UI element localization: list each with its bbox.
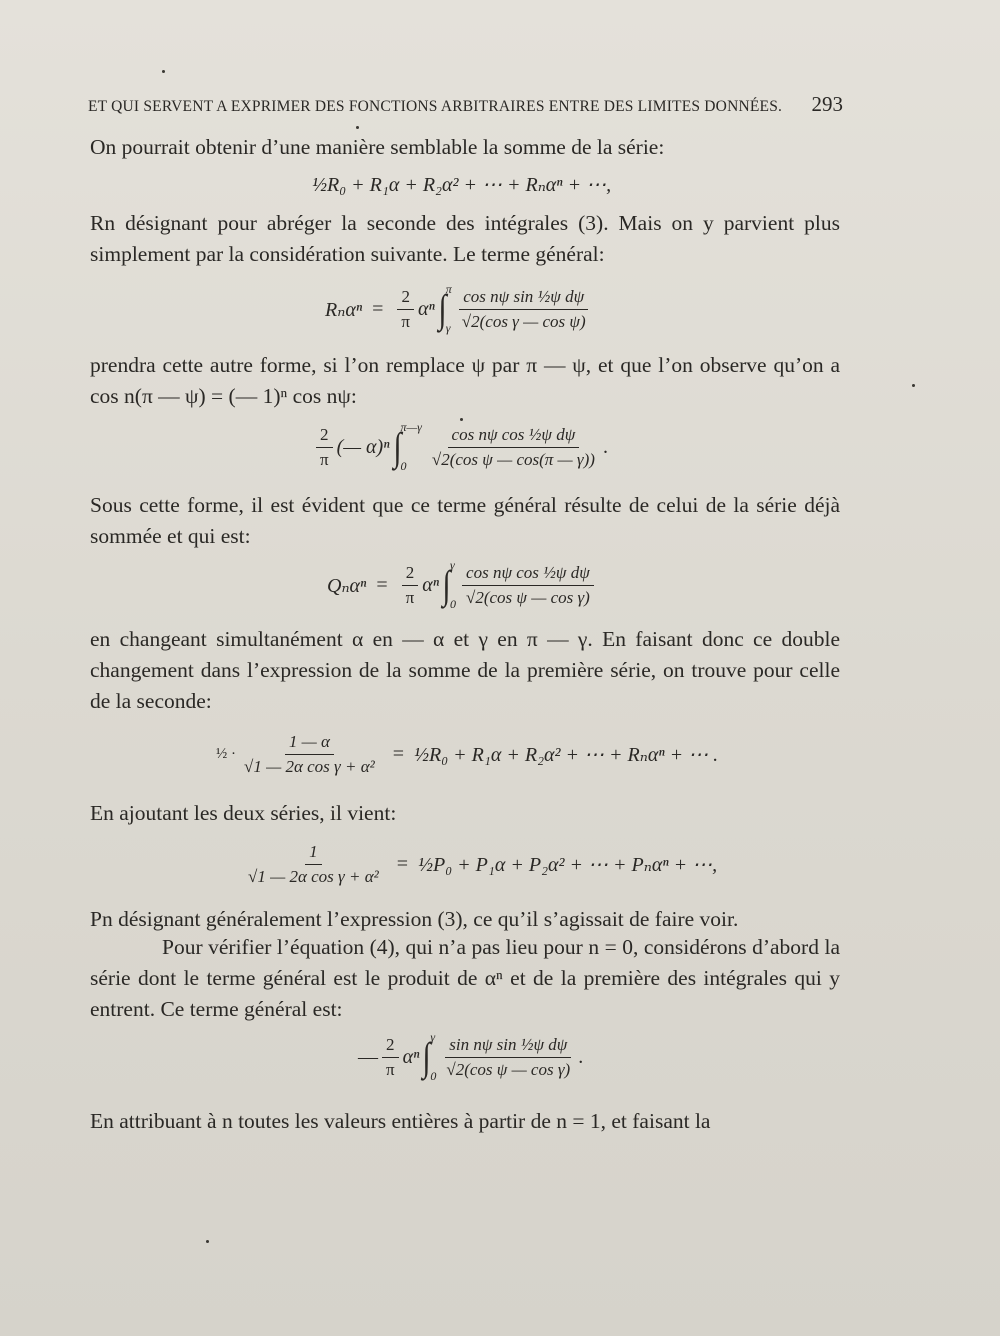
paragraph-3: prendra cette autre forme, si l’on remplace ψ par π — ψ, et que l’on observe qu’on a cos n(π — ψ) = (— 1)ⁿ cos nψ:: [90, 353, 840, 408]
equals-sign: =: [396, 853, 409, 875]
formula-sum-both-series: [240, 842, 717, 887]
paragraph-6: En ajoutant les deux séries, il vient:: [90, 801, 397, 825]
formula-numerator: cos nψ cos ½ψ dψ: [448, 425, 580, 448]
formula-denominator: √1 — 2α cos γ + α²: [248, 867, 379, 886]
paragraph-5: en changeant simultanément α en — α et γ en π — γ. En faisant donc ce double changement dans l’expression de la somme de la première série, on trouve pour celle de la seconde:: [90, 627, 840, 713]
paper-speck: [206, 1240, 209, 1243]
paragraph-9: En attribuant à n toutes les valeurs entières à partir de n = 1, et faisant la: [90, 1109, 711, 1133]
formula-rhs: ½R₀ + R₁α + R₂α² + ⋯ + Rₙαⁿ + ⋯ .: [414, 744, 719, 766]
formula-denominator: √2(cos ψ — cos γ): [466, 587, 590, 607]
formula-numerator: sin nψ sin ½ψ dψ: [445, 1035, 571, 1058]
running-header: [88, 92, 843, 117]
paper-speck: [356, 126, 359, 129]
formula-rhs: ½P₀ + P₁α + P₂α² + ⋯ + Pₙαⁿ + ⋯,: [418, 854, 718, 876]
formula-numerator: cos nψ sin ½ψ dψ: [459, 287, 588, 310]
equals-sign: =: [392, 743, 405, 765]
paragraph-8: Pour vérifier l’équation (4), qui n’a pas lieu pour n = 0, considérons d’abord la série dont le terme général est le produit de αⁿ et de la première des intégrales qui y entrent. Ce terme général est:: [90, 935, 840, 1021]
formula-lhs: Rₙαⁿ: [325, 298, 363, 321]
formula-denominator: √2(cos γ — cos ψ): [461, 311, 586, 331]
formula-denominator: √1 — 2α cos γ + α²: [244, 757, 375, 776]
formula-series-r: ½R₀ + R₁α + R₂α² + ⋯ + Rₙαⁿ + ⋯,: [312, 174, 612, 196]
formula-sine-term: — $\frac{2}{\pi}$ αⁿ ∫ γ 0 $\frac{\text{sin nψ sin ½ψ dψ}}{\text{√2(cos ψ — cos γ)}}$ .: [358, 1030, 584, 1083]
formula-denominator: √2(cos ψ — cos(π — γ)): [431, 449, 595, 469]
formula-general-term-r: Rₙαⁿ = $\frac{2}{\pi}$ αⁿ ∫ π γ $\frac{\text{cos nψ sin ½ψ dψ}}{\text{√2(cos γ — cos ψ)}}$: [325, 282, 594, 336]
formula-denominator: √2(cos ψ — cos γ): [446, 1059, 571, 1079]
paragraph-2: Rn désignant pour abréger la seconde des intégrales (3). Mais on y parvient plus simplement par la considération suivante. Le terme général:: [90, 211, 840, 266]
paper-speck: [162, 70, 165, 73]
page-number: 293: [811, 92, 843, 116]
formula-transformed-term: $\frac{2}{\pi}$ (— α)ⁿ ∫ π—γ 0 $\frac{\text{cos nψ cos ½ψ dψ}}{\text{√2(cos ψ — cos(π — γ))}}$ .: [312, 420, 608, 474]
paragraph-1: On pourrait obtenir d’une manière semblable la somme de la série:: [90, 135, 665, 159]
paper-speck: [912, 384, 915, 387]
paragraph-4: Sous cette forme, il est évident que ce terme général résulte de celui de la série déjà sommée et qui est:: [90, 493, 840, 548]
formula-numerator: 1 — α: [285, 732, 334, 755]
running-title: ET QUI SERVENT A EXPRIMER DES FONCTIONS ARBITRAIRES ENTRE DES LIMITES DONNÉES.: [88, 98, 783, 115]
formula-numerator: 1: [305, 842, 322, 865]
formula-general-term-q: Qₙαⁿ = $\frac{2}{\pi}$ αⁿ ∫ γ 0 $\frac{\text{cos nψ cos ½ψ dψ}}{\text{√2(cos ψ — cos γ)}}$: [327, 558, 598, 612]
formula-lhs: Qₙαⁿ: [327, 574, 367, 597]
formula-numerator: cos nψ cos ½ψ dψ: [462, 563, 594, 586]
paragraph-7: Pn désignant généralement l’expression (3), ce qu’il s’agissait de faire voir.: [90, 907, 739, 931]
equals-sign: =: [376, 573, 388, 596]
paper-speck: [460, 418, 463, 421]
formula-sum-second-series: ½ · $\frac{1 — \alpha}{\text{√1 — 2α cos γ + α²}}$ = ½R₀ + R₁α + R₂α² + ⋯ + Rₙαⁿ + ⋯ .: [216, 732, 719, 776]
equals-sign: =: [372, 297, 384, 320]
